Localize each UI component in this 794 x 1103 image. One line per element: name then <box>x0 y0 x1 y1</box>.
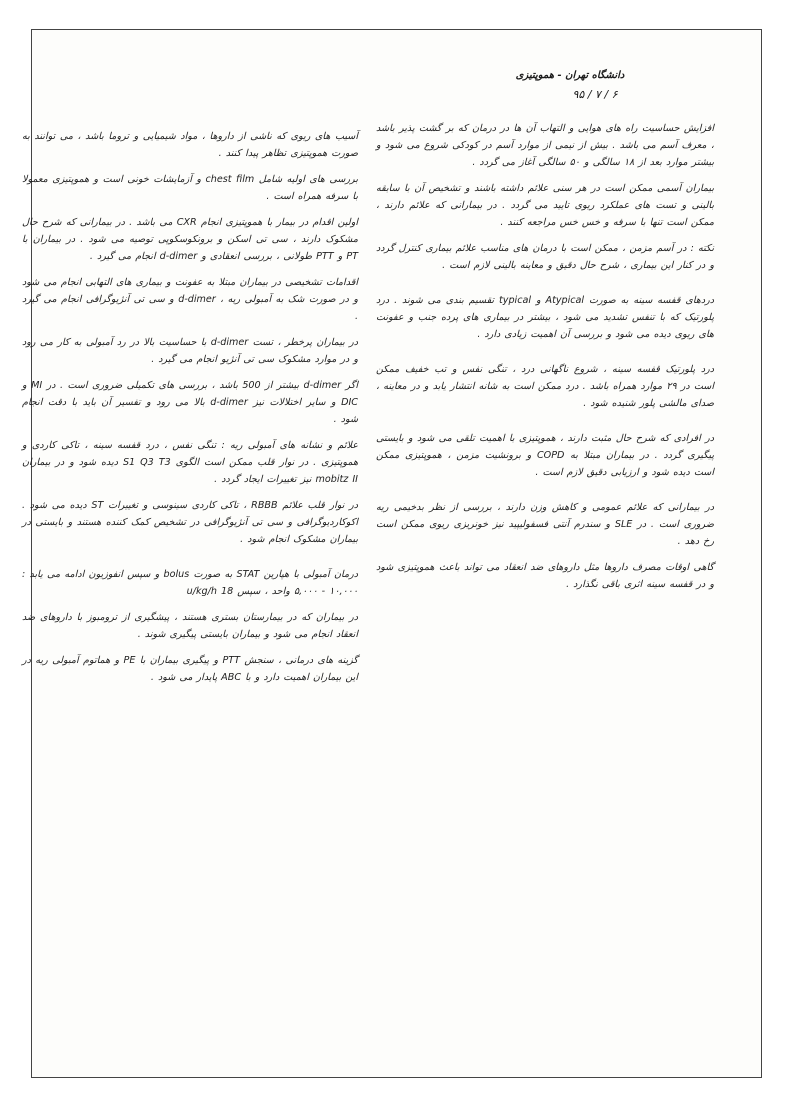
page-title: دانشگاه تهران - هموپتیزی <box>515 70 625 81</box>
left-paragraph-9: درمان آمبولی با هپارین STAT به صورت bolus و سپس انفوزیون ادامه می یابد : ۱۰,۰۰۰ - ۵,۰۰۰ واحد ، سپس 18 u/kg/h <box>22 569 358 597</box>
left-paragraph-10: در بیماران که در بیمارستان بستری هستند ، پیشگیری از ترومبوز با داروهای ضد انعقاد انجام می شود و بیماران بایستی پیگیری شوند . <box>22 612 358 640</box>
left-column <box>22 128 358 686</box>
right-paragraph-3: نکته : در آسم مزمن ، ممکن است با درمان های مناسب علائم بیماری کنترل گردد و در کنار این بیماری ، شرح حال دقیق و معاینه بالینی لازم است . <box>376 243 714 271</box>
left-paragraph-7: علائم و نشانه های آمبولی ریه : تنگی نفس ، درد قفسه سینه ، تاکی کاردی و هموپتیزی . در نوار قلب ممکن است الگوی S1 Q3 T3 دیده شود و در بیماران mobitz II نیز تغییرات ایجاد گردد . <box>22 440 358 485</box>
right-column <box>376 120 714 593</box>
left-paragraph-8: در نوار قلب علائم RBBB ، تاکی کاردی سینوسی و تغییرات ST دیده می شود . اکوکاردیوگرافی و سی تی آنژیوگرافی در تشخیص کمک کننده هستند و بایستی در بیماران مشکوک انجام شود . <box>22 500 359 545</box>
right-paragraph-5: درد پلورتیک قفسه سینه ، شروع ناگهانی درد ، تنگی نفس و تب خفیف ممکن است در ۲۹ موارد همراه باشد . درد ممکن است به شانه انتشار یابد و در معاینه ، صدای مالشی پلور شنیده شود . <box>376 364 714 409</box>
right-paragraph-7: در بیمارانی که علائم عمومی و کاهش وزن دارند ، بررسی از نظر بدخیمی ریه ضروری است . در SLE و سندرم آنتی فسفولیپید نیز خونریزی ریوی ممکن است رخ دهد . <box>376 502 714 547</box>
left-paragraph-5: در بیماران پرخطر ، تست d-dimer با حساسیت بالا در رد آمبولی به کار می رود و در موارد مشکوک سی تی آنژیو انجام می گیرد . <box>22 337 358 365</box>
left-paragraph-3: اولین اقدام در بیمار با هموپتیزی انجام CXR می باشد . در بیمارانی که شرح حال مشکوک دارند ، سی تی اسکن و برونکوسکوپی توصیه می شود . در بیماران با PT و PTT طولانی ، بررسی انعقادی و d-dimer انجام می گیرد . <box>22 217 359 262</box>
right-paragraph-6: در افرادی که شرح حال مثبت دارند ، هموپتیزی با اهمیت تلقی می شود و بایستی پیگیری گردد . در بیماران مبتلا به COPD و برونشیت مزمن ، هموپتیزی ممکن است دیده شود و ارزیابی دقیق لازم است . <box>376 433 714 478</box>
left-paragraph-2: بررسی های اولیه شامل chest film و آزمایشات خونی است و هموپتیزی معمولا با سرفه همراه است . <box>22 174 358 202</box>
right-paragraph-4: دردهای قفسه سینه به صورت Atypical و typical تقسیم بندی می شوند . درد پلورتیک که با تنفس تشدید می شود ، بیشتر در بیماری های پرده جنب و عفونت های ریوی دیده می شود و بررسی آن اهمیت زیادی دارد . <box>376 295 714 340</box>
left-paragraph-4: اقدامات تشخیصی در بیماران مبتلا به عفونت و بیماری های التهابی انجام می شود و در صورت شک به آمبولی ریه ، d-dimer و سی تی آنژیوگرافی انجام می گیرد . <box>22 277 358 322</box>
right-paragraph-1: افزایش حساسیت راه های هوایی و التهاب آن ها در درمان که بر گشت پذیر باشد ، معرف آسم می باشد . بیش از نیمی از موارد آسم در کودکی شروع می شود و بیشتر موارد بعد از ۱۸ سالگی و ۵۰ سالگی آغاز می گردد . <box>376 123 714 168</box>
left-paragraph-6: اگر d-dimer بیشتر از 500 باشد ، بررسی های تکمیلی ضروری است . در MI و DIC و سایر اختلالات نیز d-dimer بالا می رود و تفسیر آن باید با دقت انجام شود . <box>22 380 359 425</box>
right-paragraph-8: گاهی اوقات مصرف داروها مثل داروهای ضد انعقاد می تواند باعث هموپتیزی شود و در قفسه سینه اثری باقی نگذارد . <box>376 562 714 590</box>
page-date: ۹۵ / ۷ / ۶ <box>572 88 618 101</box>
left-paragraph-11: گزینه های درمانی ، سنجش PTT و پیگیری بیماران با PE و هماتوم آمبولی ریه در این بیماران اهمیت دارد و با ABC پایدار می شود . <box>22 655 358 683</box>
right-paragraph-2: بیماران آسمی ممکن است در هر سنی علائم داشته باشند و تشخیص آن با سابقه بالینی و تست های عملکرد ریوی تایید می گردد . در بیمارانی که علائم دارند ، ممکن است تنها با سرفه و خس خس مراجعه کنند . <box>376 183 714 228</box>
left-paragraph-1: آسیب های ریوی که ناشی از داروها ، مواد شیمیایی و تروما باشد ، می توانند به صورت هموپتیزی تظاهر پیدا کنند . <box>22 131 358 159</box>
